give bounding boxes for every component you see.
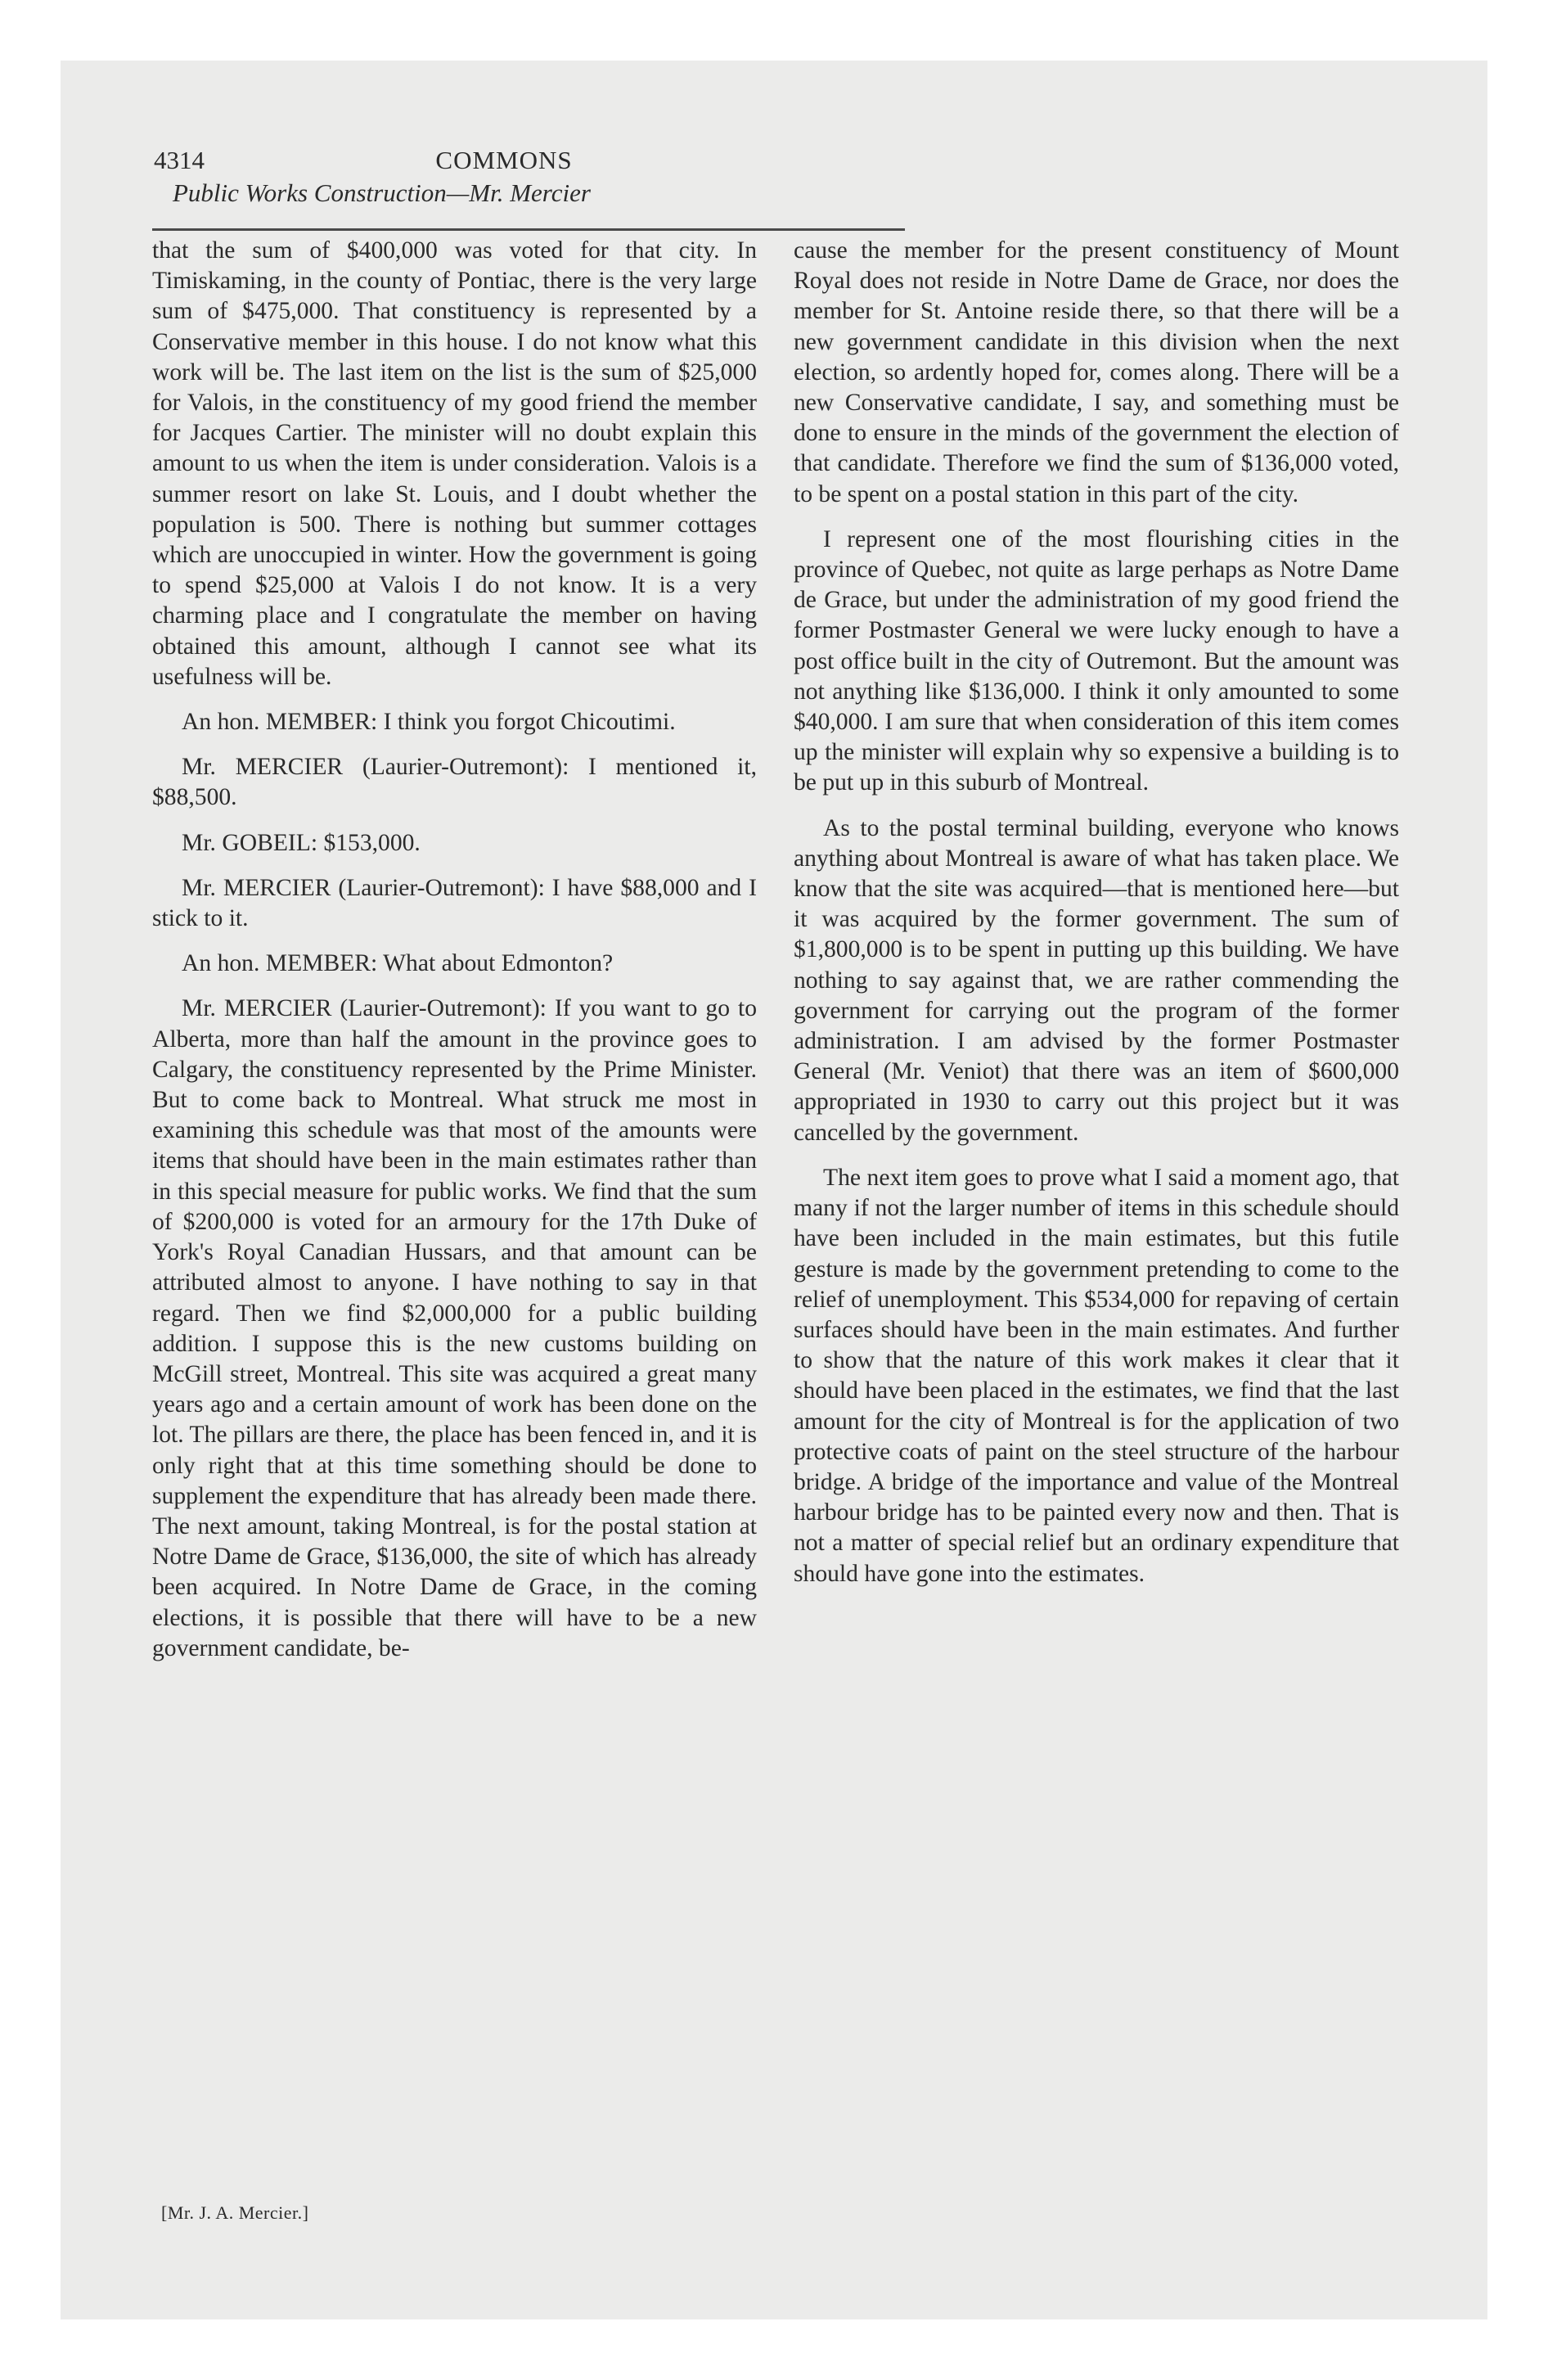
page-number: 4314 bbox=[154, 146, 205, 174]
paragraph: Mr. MERCIER (Laurier-Outremont): I have $88,000 and I stick to it. bbox=[152, 874, 757, 932]
paragraph: I represent one of the most flourishing cities in the province of Quebec, not quite as large perhaps as Notre Dame de Grace, but under the administration of my good friend the former Postmaster General we were lucky enough to have a post office built in the city of Outremont. But the amount was not anything like $136,000. I think it only amounted to some $40,000. I am sure that when consideration of this item comes up the minister will explain why so expensive a building is to be put up in this suburb of Montreal. bbox=[794, 525, 1399, 796]
page-header bbox=[154, 146, 854, 219]
paragraph: cause the member for the present constituency of Mount Royal does not reside in Notre Dame de Grace, nor does the member for St. Antoine reside there, so that there will be a new government candidate in this division when the next election, so ardently hoped for, comes along. There will be a new Conservative candidate, I say, and something must be done to ensure in the minds of the government the election of that candidate. Therefore we find the sum of $136,000 voted, to be spent on a postal station in this part of the city. bbox=[794, 237, 1399, 507]
paragraph: The next item goes to prove what I said a moment ago, that many if not the larger number of items in this schedule should have been included in the main estimates, but this futile gesture is made by the government pretending to come to the relief of unemployment. This $534,000 for repaving of certain surfaces should have been in the main estimates. And further to show that the nature of this work makes it clear that it should have been placed in the estimates, we find that the last amount for the city of Montreal is for the application of two protective coats of paint on the steel structure of the harbour bridge. A bridge of the importance and value of the Montreal harbour bridge has to be painted every now and then. That is not a matter of special relief but an ordinary expenditure that should have gone into the estimates. bbox=[794, 1164, 1399, 1587]
speaker-footer: [Mr. J. A. Mercier.] bbox=[161, 2202, 309, 2223]
left-column bbox=[152, 236, 757, 1679]
paragraph: Mr. MERCIER (Laurier-Outremont): If you want to go to Alberta, more than half the amount in the province goes to Calgary, the constituency represented by the Prime Minister. But to come back to Montreal. What struck me most in examining this schedule was that most of the amounts were items that should have been in the main estimates rather than in this special measure for public works. We find that the sum of $200,000 is voted for an armoury for the 17th Duke of York's Royal Canadian Hussars, and that amount can be attributed almost to anyone. I have nothing to say in that regard. Then we find $2,000,000 for a public building addition. I suppose this is the new customs building on McGill street, Montreal. This site was acquired a great many years ago and a certain amount of work has been done on the lot. The pillars are there, the place has been fenced in, and it is only right that at this time something should be done to supplement the expenditure that has already been made there. The next amount, taking Montreal, is for the postal station at Notre Dame de Grace, $136,000, the site of which has already been acquired. In Notre Dame de Grace, in the coming elections, it is possible that there will have to be a new government candidate, be- bbox=[152, 995, 758, 1661]
paragraph: An hon. MEMBER: What about Edmonton? bbox=[182, 950, 614, 977]
paragraph: An hon. MEMBER: I think you forgot Chicoutimi. bbox=[182, 709, 676, 736]
paragraph: Mr. GOBEIL: $153,000. bbox=[182, 829, 421, 856]
header-rule bbox=[152, 228, 905, 231]
paragraph: that the sum of $400,000 was voted for that city. In Timiskaming, in the county of Pontiac, there is the very large sum of $475,000. That constituency is represented by a Conservative member in this house. I do not know what this work will be. The last item on the list is the sum of $25,000 for Valois, in the constituency of my good friend the member for Jacques Cartier. The minister will no doubt explain this amount to us when the item is under consideration. Valois is a summer resort on lake St. Louis, and I doubt whether the population is 500. There is nothing but summer cottages which are unoccupied in winter. How the government is going to spend $25,000 at Valois I do not know. It is a very charming place and I congratulate the member on having obtained this amount, although I cannot see what its usefulness will be. bbox=[152, 237, 757, 690]
right-column bbox=[794, 236, 1399, 1604]
header-title: COMMONS bbox=[435, 146, 573, 174]
paragraph: Mr. MERCIER (Laurier-Outremont): I mentioned it, $88,500. bbox=[152, 754, 757, 811]
running-head: Public Works Construction—Mr. Mercier bbox=[173, 178, 591, 207]
paragraph: As to the postal terminal building, everyone who knows anything about Montreal is aware of what has taken place. We know that the site was acquired—that is mentioned here—but it was acquired by the former government. The sum of $1,800,000 is to be spent in putting up this building. We have nothing to say against that, we are rather commending the government for carrying out the program of the former administration. I am advised by the former Postmaster General (Mr. Veniot) that there was an item of $600,000 appropriated in 1930 to carry out this project but it was cancelled by the government. bbox=[794, 814, 1399, 1146]
